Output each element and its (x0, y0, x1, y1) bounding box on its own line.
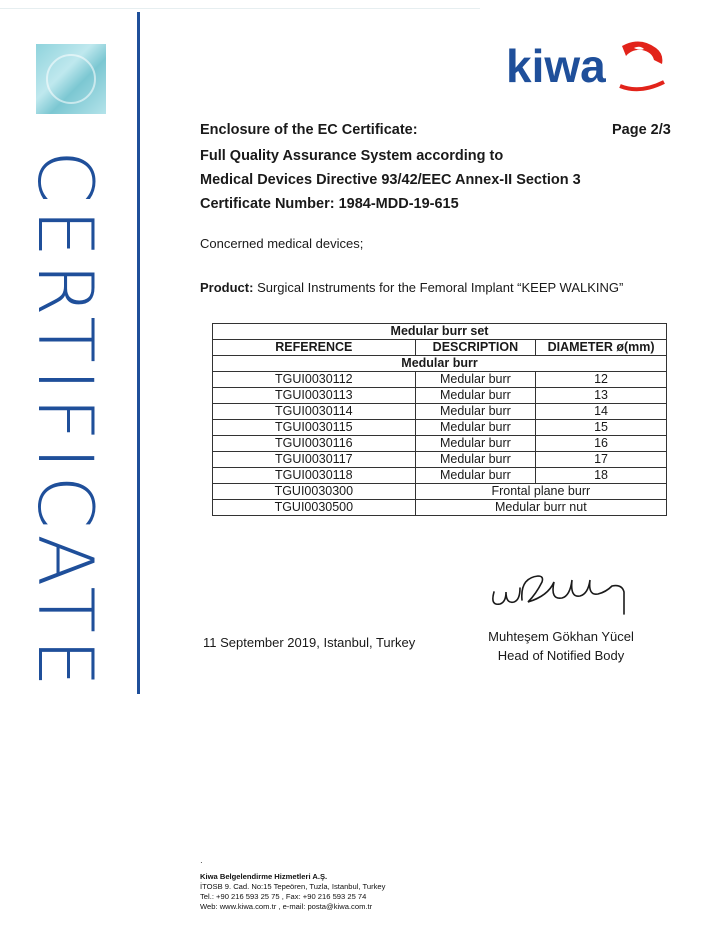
table-title: Medular burr set (213, 324, 667, 340)
table-row (213, 420, 667, 436)
cell-description: Frontal plane burr (415, 484, 666, 500)
header-quality-system: Full Quality Assurance System according to (200, 148, 504, 164)
header-certificate-number: Certificate Number: 1984-MDD-19-615 (200, 196, 459, 212)
logo-wordmark: kiwa (506, 40, 606, 92)
table-group-row (213, 356, 667, 372)
cell-description: Medular burr (415, 404, 535, 420)
kiwa-logo (502, 36, 672, 96)
cell-diameter: 15 (536, 420, 667, 436)
table-row (213, 500, 667, 516)
header-enclosure: Enclosure of the EC Certificate: (200, 122, 418, 138)
cell-diameter: 14 (536, 404, 667, 420)
cell-diameter: 16 (536, 436, 667, 452)
header-description: DESCRIPTION (415, 340, 535, 356)
footer-address (200, 858, 386, 912)
footer-dot: · (200, 858, 203, 867)
cell-reference: TGUI0030113 (213, 388, 416, 404)
cell-description: Medular burr (415, 468, 535, 484)
signatory-title: Head of Notified Body (497, 648, 625, 663)
table-header-row (213, 340, 667, 356)
table-row (213, 484, 667, 500)
table-row (213, 436, 667, 452)
signatory (482, 627, 640, 665)
cell-description: Medular burr (415, 436, 535, 452)
page-number: Page 2/3 (612, 122, 671, 138)
signature (482, 560, 642, 630)
product-line (200, 280, 623, 295)
device-table (212, 323, 667, 516)
certificate-emblem (36, 44, 106, 114)
table-row (213, 372, 667, 388)
table-row (213, 388, 667, 404)
side-divider (137, 12, 140, 694)
product-text: Surgical Instruments for the Femoral Implant “KEEP WALKING” (253, 280, 624, 295)
table-row (213, 452, 667, 468)
cell-reference: TGUI0030118 (213, 468, 416, 484)
cell-description: Medular burr (415, 420, 535, 436)
table-row (213, 404, 667, 420)
product-label: Product: (200, 280, 254, 295)
cell-reference: TGUI0030500 (213, 500, 416, 516)
cell-description: Medular burr nut (415, 500, 666, 516)
cell-reference: TGUI0030117 (213, 452, 416, 468)
cell-diameter: 12 (536, 372, 667, 388)
footer-address-line: İTOSB 9. Cad. No:15 Tepeören, Tuzla, Istanbul, Turkey (200, 882, 386, 891)
top-rule (0, 8, 480, 9)
footer-web: Web: www.kiwa.com.tr , e-mail: posta@kiwa.com.tr (200, 902, 373, 911)
issue-date-place: 11 September 2019, Istanbul, Turkey (203, 635, 416, 650)
cell-description: Medular burr (415, 452, 535, 468)
cell-reference: TGUI0030115 (213, 420, 416, 436)
table-title-row (213, 324, 667, 340)
cell-reference: TGUI0030114 (213, 404, 416, 420)
footer-phone: Tel.: +90 216 593 25 75 , Fax: +90 216 593 25 74 (200, 892, 367, 901)
cell-diameter: 18 (536, 468, 667, 484)
table-group: Medular burr (213, 356, 667, 372)
cell-diameter: 17 (536, 452, 667, 468)
footer-company: Kiwa Belgelendirme Hizmetleri A.Ş. (200, 872, 328, 881)
cell-reference: TGUI0030116 (213, 436, 416, 452)
concerned-devices: Concerned medical devices; (200, 236, 364, 251)
certificate-vertical-word: CERTIFICATE (21, 150, 110, 693)
signatory-name: Muhteşem Gökhan Yücel (488, 629, 634, 644)
header-directive: Medical Devices Directive 93/42/EEC Annex-II Section 3 (200, 172, 581, 188)
cell-diameter: 13 (536, 388, 667, 404)
cell-description: Medular burr (415, 388, 535, 404)
cell-description: Medular burr (415, 372, 535, 388)
header-diameter: DIAMETER ø(mm) (536, 340, 667, 356)
cell-reference: TGUI0030112 (213, 372, 416, 388)
table-row (213, 468, 667, 484)
cell-reference: TGUI0030300 (213, 484, 416, 500)
header-reference: REFERENCE (213, 340, 416, 356)
